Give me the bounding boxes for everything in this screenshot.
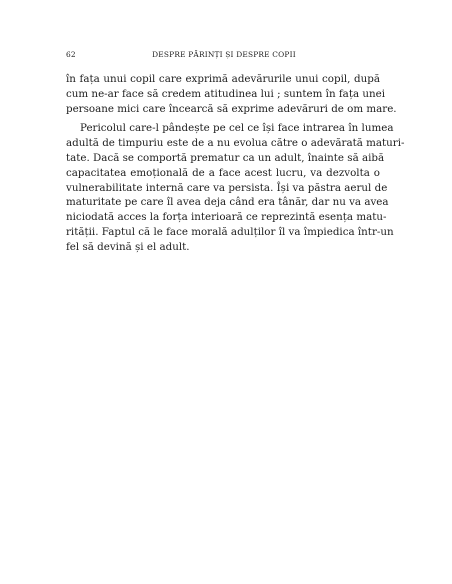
running-header-title: DESPRE PĂRINȚI ȘI DESPRE COPII [152,50,296,59]
text-line: în fața unui copil care exprimă adevărurile unui copil, după [66,73,380,85]
text-line: capacitatea emoțională de a face acest lucru, va dezvolta o [66,166,380,179]
text-line: vulnerabilitate internă care va persista. Își va păstra aerul de [66,181,388,194]
text-line: niciodată acces la forța interioară ce reprezintă esența matu- [66,211,387,224]
running-header [66,50,382,62]
page-number: 62 [66,50,76,59]
text-line: tate. Dacă se comportă prematur ca un adult, înainte să aibă [66,151,385,164]
text-line: adultă de timpuriu este de a nu evolua către o adevărată maturi- [66,137,405,150]
body-text [66,72,405,255]
text-line: persoane mici care încearcă să exprime adevăruri de om mare. [66,102,397,115]
text-line: cum ne-ar face să credem atitudinea lui ; suntem în fața unei [66,87,386,100]
text-line: Pericolul care-l pândește pe cel ce își face intrarea în lumea [80,122,394,135]
text-line: maturitate pe care îl avea deja când era tânăr, dar nu va avea [66,196,389,209]
text-line: fel să devină și el adult. [66,240,190,253]
text-line: rității. Faptul că le face morală adulților îl va împiedica într-un [66,225,394,238]
